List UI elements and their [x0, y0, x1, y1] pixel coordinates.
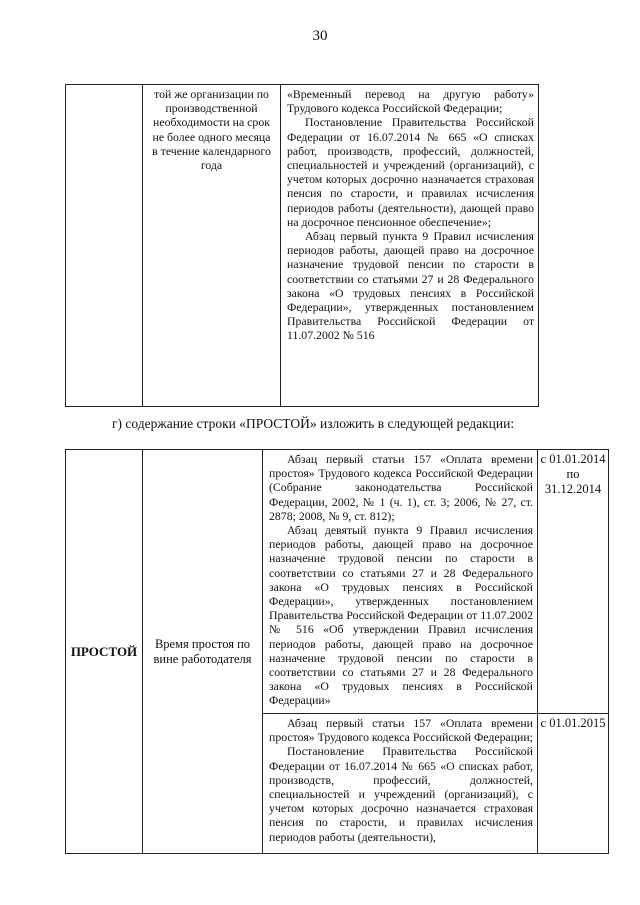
- row1-date-cell: [538, 450, 609, 714]
- col2-line: необходимости на срок: [153, 115, 270, 130]
- legal-paragraph: Абзац первый пункта 9 Правил исчисления периодов работы, дающей право на досрочное назначение трудовой пенсии по старости в соответствии со статьями 27 и 28 Федерального закона «О трудовых пенсиях в Российской Федерации», утвержденных постановлением Правительства Российской Федерации от 11.07.2002 № 516: [287, 229, 534, 343]
- row2-date-cell: [538, 714, 609, 854]
- legal-paragraph: Постановление Правительства Российской Федерации от 16.07.2014 № 665 «О списках работ, производств, профессий, должностей, специальностей и учреждений (организаций), с учетом которых досрочно назначается страховая пенсия по старости, и правилах исчисления периодов работы (деятельности),: [269, 744, 533, 844]
- code-cell: [66, 450, 143, 854]
- date-line: с 01.01.2015: [540, 716, 606, 730]
- description-cell: [143, 450, 263, 854]
- date-line: с 01.01.2014: [540, 452, 606, 466]
- legal-paragraph: «Временный перевод на другую работу» Трудового кодекса Российской Федерации;: [287, 87, 534, 116]
- col2-line: той же организации по: [154, 87, 269, 101]
- section-heading: г) содержание строки «ПРОСТОЙ» изложить в следующей редакции:: [112, 416, 515, 431]
- page-number: 30: [312, 28, 328, 44]
- prostoy-table: [65, 449, 609, 854]
- code-label: ПРОСТОЙ: [70, 643, 138, 659]
- legal-paragraph: Постановление Правительства Российской Федерации от 16.07.2014 № 665 «О списках работ, производств, профессий, должностей, специальностей и учреждений (организаций), с учетом которых досрочно назначается страховая пенсия по старости, и правилах исчисления периодов работы (деятельности), дающей право на досрочное пенсионное обеспечение»;: [287, 115, 534, 229]
- row2-basis-cell: [263, 714, 538, 854]
- date-line: 31.12.2014: [544, 482, 602, 496]
- row1-basis-cell: [263, 450, 538, 714]
- table1-col2: [143, 85, 281, 407]
- table1-col3: [281, 85, 539, 407]
- date-line: по: [566, 467, 580, 481]
- col2-line: года: [200, 158, 223, 173]
- legal-paragraph: Абзац девятый пункта 9 Правил исчисления периодов работы, дающей право на досрочное назначение трудовой пенсии по старости в соответствии со статьями 27 и 28 Федерального закона «О трудовых пенсиях в Российской Федерации», утвержденных постановлением Правительства Российской Федерации от 11.07.2002 № 516 «Об утверждении Правил исчисления периодов работы, дающей право на досрочное назначение трудовой пенсии по старости в соответствии со статьями 27 и 28 Федерального закона «О трудовых пенсиях в Российской Федерации»: [269, 523, 533, 708]
- col2-line: не более одного месяца: [152, 129, 271, 144]
- col2-line: производственной: [165, 101, 258, 116]
- legal-paragraph: Абзац первый статьи 157 «Оплата времени простоя» Трудового кодекса Российской Федерации (Собрание законодательства Российской Федерации, 2002, № 1 (ч. 1), ст. 3; 2006, № 27, ст. 2878; 2008, № 9, ст. 812);: [269, 452, 533, 523]
- description-text: Время простоя по вине работодателя: [153, 636, 252, 666]
- table1-col1-empty: [66, 85, 143, 407]
- col2-line: в течение календарного: [152, 143, 271, 158]
- legal-paragraph: Абзац первый статьи 157 «Оплата времени простоя» Трудового кодекса Российской Федерации;: [269, 716, 533, 745]
- continuation-table: [65, 84, 539, 407]
